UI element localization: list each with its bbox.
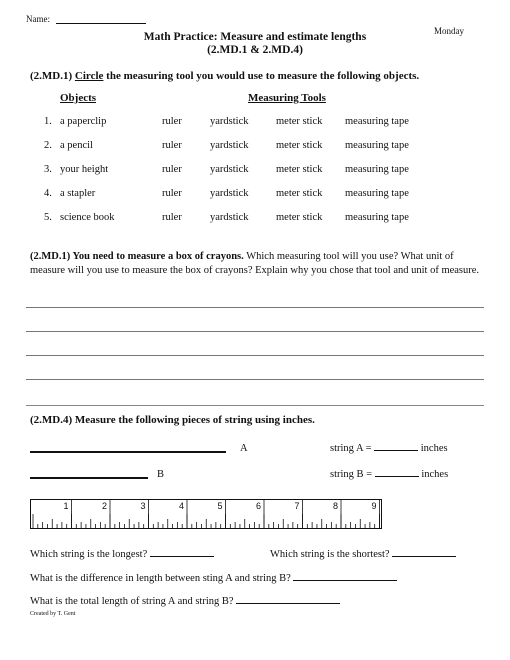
question-shortest-text: Which string is the shortest? [270,549,390,560]
section1-verb: Circle [74,70,104,82]
tool-option[interactable]: measuring tape [345,140,409,151]
string-b-answer [330,469,448,480]
question-difference [30,573,397,584]
tool-option[interactable]: ruler [162,212,182,223]
tool-option[interactable]: meter stick [276,164,323,175]
tool-option[interactable]: measuring tape [345,188,409,199]
string-b-answer-blank[interactable] [375,476,419,477]
string-b-unit: inches [421,469,449,480]
tools-column-header: Measuring Tools [248,92,326,104]
answer-difference-blank[interactable] [293,580,397,581]
section-divider [26,405,484,406]
tool-option[interactable]: yardstick [210,164,249,175]
section2-text: Which measuring tool will you use? What unit of measure will you use to measure the box of crayons? Explain why you chose that tool and unit of measure. [30,251,480,276]
question-total-text: What is the total length of string A and string B? [30,596,234,607]
tool-option[interactable]: meter stick [276,188,323,199]
answer-longest-blank[interactable] [150,556,214,557]
string-b [30,477,148,479]
ruler-number: 5 [217,501,223,511]
row-number: 2. [44,140,52,151]
answer-line[interactable] [26,307,484,308]
tool-option[interactable]: measuring tape [345,116,409,127]
tool-option[interactable]: yardstick [210,140,249,151]
answer-line[interactable] [26,379,484,380]
section1-code: (2.MD.1) [30,70,73,82]
name-field[interactable] [56,23,146,24]
object-name: science book [60,212,115,223]
ruler-number: 9 [371,501,377,511]
section2-prompt [30,250,482,278]
question-total [30,596,340,607]
string-a-unit: inches [420,443,448,454]
ruler-number: 3 [140,501,146,511]
objects-column-header: Objects [60,92,97,104]
name-label: Name: [26,14,50,24]
tool-option[interactable]: yardstick [210,212,249,223]
string-a-answer-label: string A = [330,443,372,454]
string-a-label: A [240,443,248,454]
tool-option[interactable]: ruler [162,116,182,127]
ruler-number: 6 [255,501,261,511]
object-name: your height [60,164,109,175]
tool-option[interactable]: meter stick [276,140,323,151]
page-title: Math Practice: Measure and estimate lengths [143,31,367,43]
section1-heading [30,70,419,82]
object-name: a paperclip [60,116,107,127]
tool-option[interactable]: ruler [162,164,182,175]
day-label: Monday [434,26,464,36]
tool-option[interactable]: measuring tape [345,212,409,223]
tool-option[interactable]: meter stick [276,212,323,223]
string-a [30,451,226,453]
question-longest [30,549,214,560]
tool-option[interactable]: yardstick [210,188,249,199]
section1-instruction: the measuring tool you would use to measure the following objects. [103,70,420,82]
answer-line[interactable] [26,331,484,332]
ruler-number: 7 [294,501,300,511]
row-number: 5. [44,212,52,223]
row-number: 3. [44,164,52,175]
string-b-label: B [157,469,165,480]
footer-credit: Created by T. Gent [30,611,76,617]
object-name: a pencil [60,140,93,151]
string-a-answer [330,443,448,454]
string-a-answer-blank[interactable] [374,450,418,451]
answer-shortest-blank[interactable] [392,556,456,557]
tool-option[interactable]: meter stick [276,116,323,127]
string-b-answer-label: string B = [330,469,373,480]
tool-option[interactable]: ruler [162,188,182,199]
page-subtitle: (2.MD.1 & 2.MD.4) [207,44,303,56]
question-difference-text: What is the difference in length between sting A and string B? [30,573,291,584]
tool-option[interactable]: ruler [162,140,182,151]
object-name: a stapler [60,188,96,199]
answer-total-blank[interactable] [236,603,340,604]
ruler-number: 2 [101,501,107,511]
row-number: 4. [44,188,52,199]
question-shortest [270,549,456,560]
section3-heading: (2.MD.4) Measure the following pieces of string using inches. [30,414,315,426]
tool-option[interactable]: measuring tape [345,164,409,175]
section2-heading: (2.MD.1) You need to measure a box of crayons. [30,251,244,262]
question-longest-text: Which string is the longest? [30,549,148,560]
ruler-number: 4 [178,501,184,511]
inch-ruler [30,499,382,529]
row-number: 1. [44,116,52,127]
tool-option[interactable]: yardstick [210,116,249,127]
answer-line[interactable] [26,355,484,356]
ruler-number: 1 [63,501,69,511]
ruler-number: 8 [332,501,338,511]
